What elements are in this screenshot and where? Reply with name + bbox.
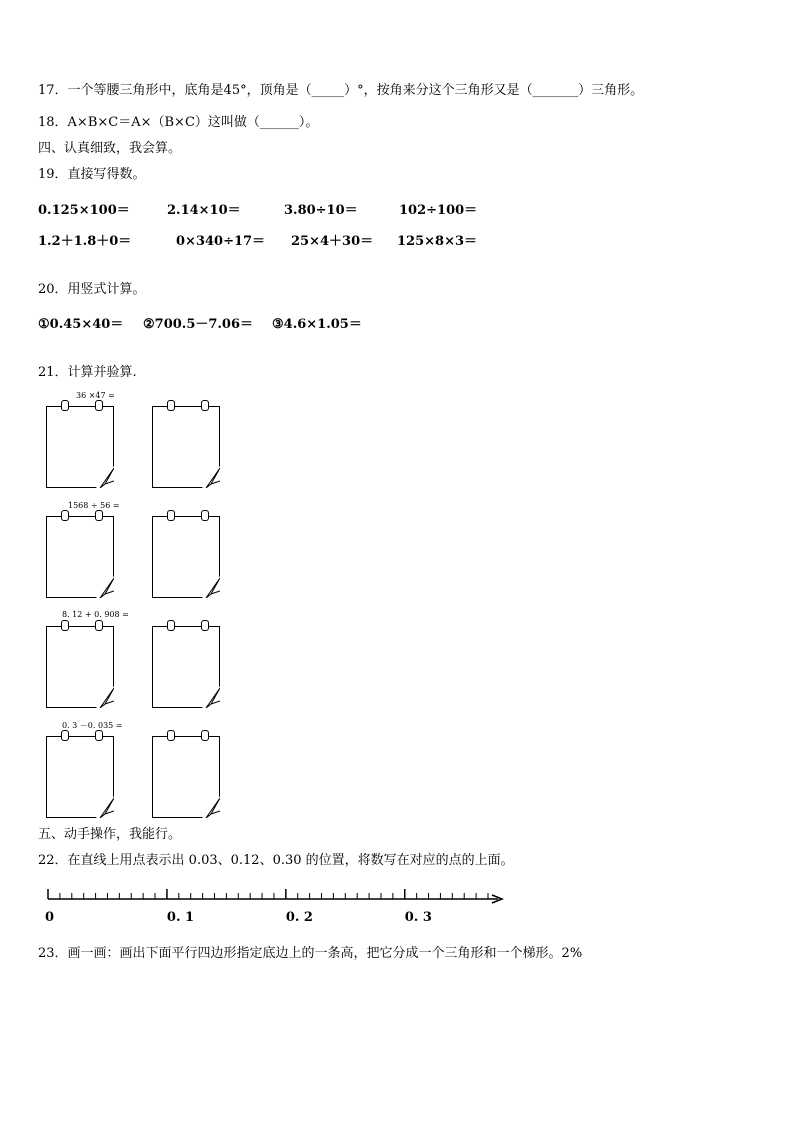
ring-icon	[95, 400, 103, 411]
calc-item: 0×340÷17＝	[176, 234, 266, 249]
ring-icon	[61, 400, 69, 411]
notepad-check[interactable]	[152, 736, 220, 818]
notepad-calc[interactable]	[46, 516, 114, 598]
section-5-heading: 五、动手操作，我能行。	[38, 827, 182, 842]
notepad-calc[interactable]	[46, 736, 114, 818]
page-curl-icon	[96, 686, 114, 708]
page-curl-icon	[96, 796, 114, 818]
vertical-calc-2: ②700.5－7.06＝	[143, 317, 254, 332]
calc-item: 3.80÷10＝	[284, 203, 358, 218]
question-17: 17．一个等腰三角形中，底角是45°，顶角是（_____）°，按角来分这个三角形又是（_______）三角形。	[38, 83, 644, 98]
question-22: 22．在直线上用点表示出 0.03、0.12、0.30 的位置，将数写在对应的点的上面。	[38, 853, 514, 868]
section-4-heading: 四、认真细致，我会算。	[38, 141, 182, 156]
vertical-calc-1: ①0.45×40＝	[38, 317, 124, 332]
number-line[interactable]	[40, 884, 510, 934]
calc-item: 2.14×10＝	[167, 203, 241, 218]
ring-icon	[201, 510, 209, 521]
page-curl-icon	[96, 466, 114, 488]
check-calc-label: 36 ×47 =	[76, 391, 115, 400]
number-line-label: 0. 2	[285, 910, 313, 925]
ring-icon	[61, 730, 69, 741]
check-calc-label: 8. 12 + 0. 908 =	[62, 610, 129, 619]
ring-icon	[95, 620, 103, 631]
ring-icon	[167, 620, 175, 631]
question-21: 21．计算并验算.	[38, 365, 137, 380]
ring-icon	[167, 400, 175, 411]
notepad-check[interactable]	[152, 516, 220, 598]
ring-icon	[167, 510, 175, 521]
question-23: 23．画一画：画出下面平行四边形指定底边上的一条高，把它分成一个三角形和一个梯形。2%	[38, 946, 583, 961]
ring-icon	[61, 510, 69, 521]
ring-icon	[61, 620, 69, 631]
calc-item: 125×8×3＝	[397, 234, 478, 249]
number-line-label: 0	[45, 910, 55, 925]
ring-icon	[201, 620, 209, 631]
number-line-label: 0. 1	[166, 910, 195, 925]
notepad-check[interactable]	[152, 626, 220, 708]
calc-item: 0.125×100＝	[38, 203, 130, 218]
notepad-check[interactable]	[152, 406, 220, 488]
question-19: 19．直接写得数。	[38, 167, 146, 182]
ring-icon	[201, 730, 209, 741]
calc-item: 1.2＋1.8＋0＝	[38, 234, 132, 249]
ring-icon	[95, 730, 103, 741]
question-20: 20．用竖式计算。	[38, 282, 146, 297]
ring-icon	[95, 510, 103, 521]
page-curl-icon	[202, 576, 220, 598]
notepad-calc[interactable]	[46, 406, 114, 488]
check-calc-label: 0. 3 －0. 035 =	[62, 721, 123, 730]
page-curl-icon	[202, 466, 220, 488]
page-curl-icon	[96, 576, 114, 598]
calc-item: 25×4＋30＝	[291, 234, 374, 249]
question-18: 18．A×B×C＝A×（B×C）这叫做（______）。	[38, 115, 319, 130]
notepad-calc[interactable]	[46, 626, 114, 708]
ring-icon	[167, 730, 175, 741]
check-calc-label: 1568 ÷ 56 =	[68, 501, 120, 510]
calc-item: 102÷100＝	[399, 203, 478, 218]
number-line-label: 0. 3	[404, 910, 432, 925]
vertical-calc-3: ③4.6×1.05＝	[272, 317, 362, 332]
ring-icon	[201, 400, 209, 411]
page-curl-icon	[202, 796, 220, 818]
page-curl-icon	[202, 686, 220, 708]
